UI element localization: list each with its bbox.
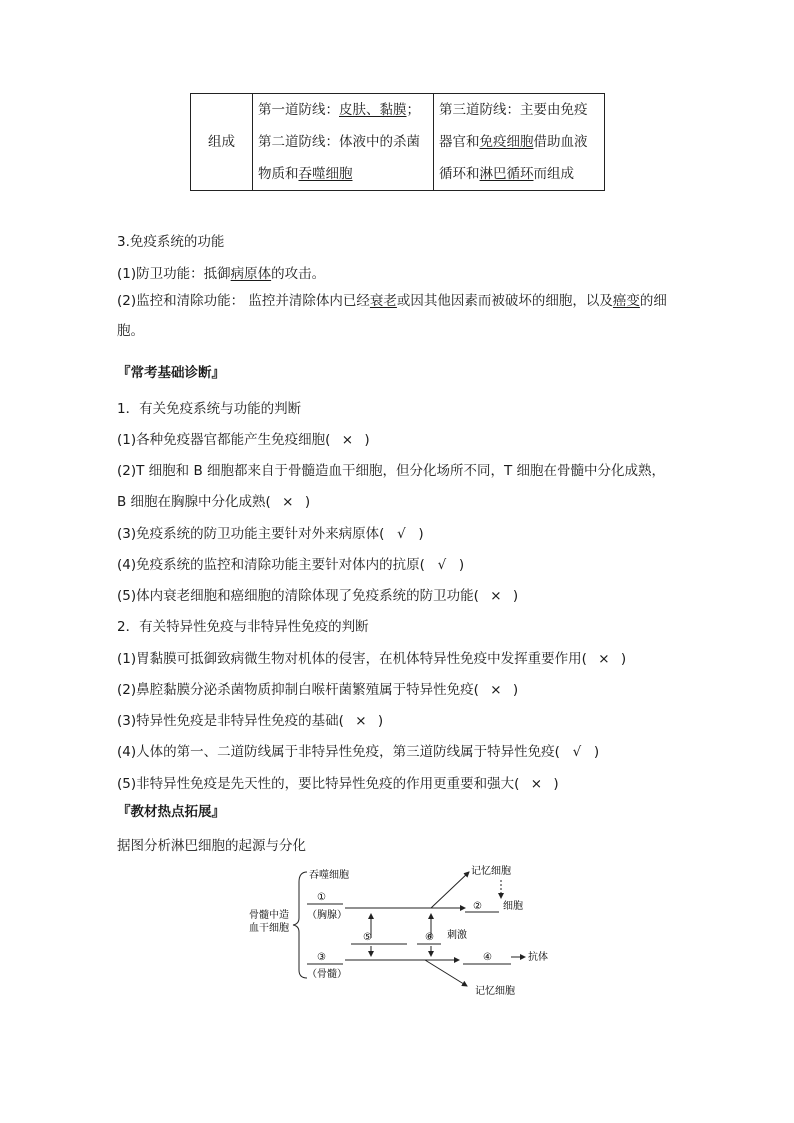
- text: 或因其他因素而被破坏的细胞，以及: [396, 293, 613, 309]
- cell-line: [258, 94, 428, 126]
- cell-line: [439, 158, 599, 190]
- judgment-item: [117, 522, 424, 542]
- table-row: [191, 94, 605, 191]
- lymphocyte-origin-diagram: [245, 860, 575, 1000]
- diagnosis-heading: 『常考基础诊断』: [117, 365, 225, 381]
- circle-number: ④: [483, 952, 492, 963]
- item-text: (4)人体的第一、二道防线属于非特异性免疫，第三道防线属于特异性免疫(: [117, 744, 560, 760]
- text: ；: [406, 102, 420, 118]
- antibody-label: 抗体: [528, 952, 548, 963]
- item-text: B 细胞在胸腺中分化成熟(: [117, 494, 271, 510]
- judgment-item: [117, 772, 559, 792]
- item-text: (1)胃黏膜可抵御致病微生物对机体的侵害，在机体特异性免疫中发挥重要作用(: [117, 651, 587, 667]
- judgment-item: [117, 428, 370, 448]
- function-monitor: [117, 286, 682, 346]
- stimulus-label: 刺激: [447, 930, 467, 941]
- item-text: (5)体内衰老细胞和癌细胞的清除体现了免疫系统的防卫功能(: [117, 588, 479, 604]
- third-line-cell: [434, 94, 605, 191]
- item-text: (1)各种免疫器官都能产生免疫细胞(: [117, 432, 331, 448]
- text: 第二道防线：体液中的杀菌: [258, 134, 420, 150]
- answer-underline: 免疫细胞: [479, 134, 534, 150]
- text: ): [593, 744, 600, 760]
- text: 而组成: [533, 166, 574, 182]
- section-title: 3.免疫系统的功能: [117, 234, 225, 250]
- judgment-item: [117, 490, 310, 510]
- item-text: (3)免疫系统的防卫功能主要针对外来病原体(: [117, 526, 385, 542]
- arrow-memory-top: [431, 872, 469, 908]
- memory-cell-label: 记忆细胞: [475, 986, 515, 997]
- text: ): [512, 588, 519, 604]
- text: ): [620, 651, 627, 667]
- text: 的攻击。: [271, 266, 326, 282]
- site-label: （胸腺）: [307, 910, 347, 921]
- item-text: (4)免疫系统的监控和清除功能主要针对体内的抗原(: [117, 557, 425, 573]
- judgment-mark: ×: [598, 651, 610, 667]
- circle-number: ⑥: [425, 932, 434, 943]
- text: 借助血液: [533, 134, 588, 150]
- cell-line: [258, 126, 428, 158]
- brace: [293, 872, 307, 978]
- question-2-title: 2．有关特异性免疫与非特异性免疫的判断: [117, 619, 369, 635]
- judgment-mark: ×: [490, 588, 502, 604]
- circle-number: ⑤: [363, 932, 372, 943]
- judgment-item-line: (2)T 细胞和 B 细胞都来自于骨髓造血干细胞，但分化场所不同，T 细胞在骨髓中分化成熟，: [117, 463, 666, 479]
- text: 的细胞。: [117, 293, 667, 339]
- judgment-mark: √: [572, 744, 582, 760]
- memory-cell-label: 记忆细胞: [471, 866, 511, 877]
- cell-line: [439, 126, 599, 158]
- text: ): [418, 526, 424, 542]
- answer-underline: 皮肤、黏膜: [339, 102, 407, 118]
- row-label-cell: [191, 94, 253, 191]
- text: (2)监控和清除功能： 监控并清除体内已经: [117, 293, 370, 309]
- site-label: （骨髓）: [307, 969, 347, 980]
- item-text: (2)鼻腔黏膜分泌杀菌物质抑制白喉杆菌繁殖属于特异性免疫(: [117, 682, 479, 698]
- text: ): [553, 776, 559, 792]
- judgment-mark: ×: [282, 494, 294, 510]
- text: ): [304, 494, 311, 510]
- judgment-item: [117, 709, 383, 729]
- item-text: (3)特异性免疫是非特异性免疫的基础(: [117, 713, 344, 729]
- row-label: 组成: [208, 134, 235, 150]
- text: 器官和: [439, 134, 480, 150]
- answer-underline: 癌变: [612, 293, 640, 309]
- defense-lines-table: [190, 93, 605, 191]
- judgment-item: [117, 553, 464, 573]
- text: 第三道防线：主要由免疫: [439, 102, 588, 118]
- judgment-item: [117, 678, 518, 698]
- text: ): [458, 557, 465, 573]
- source-label: 血干细胞: [249, 923, 289, 934]
- arrow-memory-bottom: [425, 960, 467, 986]
- answer-underline: 衰老: [369, 293, 397, 309]
- phagocyte-label: 吞噬细胞: [309, 870, 349, 881]
- judgment-item: [117, 647, 626, 667]
- answer-underline: 病原体: [230, 266, 272, 282]
- text: 第一道防线：: [258, 102, 339, 118]
- text: ): [512, 682, 519, 698]
- extension-heading: 『教材热点拓展』: [117, 804, 225, 820]
- text: 物质和: [258, 166, 299, 182]
- cell-suffix: 细胞: [503, 901, 523, 912]
- first-second-line-cell: [253, 94, 434, 191]
- judgment-item: [117, 584, 518, 604]
- judgment-mark: ×: [341, 432, 354, 448]
- circle-number: ②: [473, 901, 482, 912]
- judgment-mark: ×: [490, 682, 502, 698]
- text: 循环和: [439, 166, 480, 182]
- judgment-item: [117, 740, 599, 760]
- extension-intro: 据图分析淋巴细胞的起源与分化: [117, 838, 306, 854]
- circle-number: ③: [317, 952, 326, 963]
- judgment-mark: ×: [355, 713, 367, 729]
- judgment-mark: ×: [530, 776, 543, 792]
- judgment-mark: √: [397, 526, 406, 542]
- question-1-title: 1．有关免疫系统与功能的判断: [117, 401, 302, 417]
- item-text: (5)非特异性免疫是先天性的，要比特异性免疫的作用更重要和强大(: [117, 776, 520, 792]
- answer-underline: 淋巴循环: [479, 166, 534, 182]
- circle-number: ①: [317, 892, 326, 903]
- text: ): [364, 432, 370, 448]
- text: (1)防卫功能：抵御: [117, 266, 231, 282]
- function-defense: [117, 262, 325, 282]
- cell-line: [439, 94, 599, 126]
- source-label: 骨髓中造: [249, 910, 289, 921]
- text: ): [377, 713, 384, 729]
- answer-underline: 吞噬细胞: [298, 166, 353, 182]
- judgment-mark: √: [437, 557, 447, 573]
- cell-line: [258, 158, 428, 190]
